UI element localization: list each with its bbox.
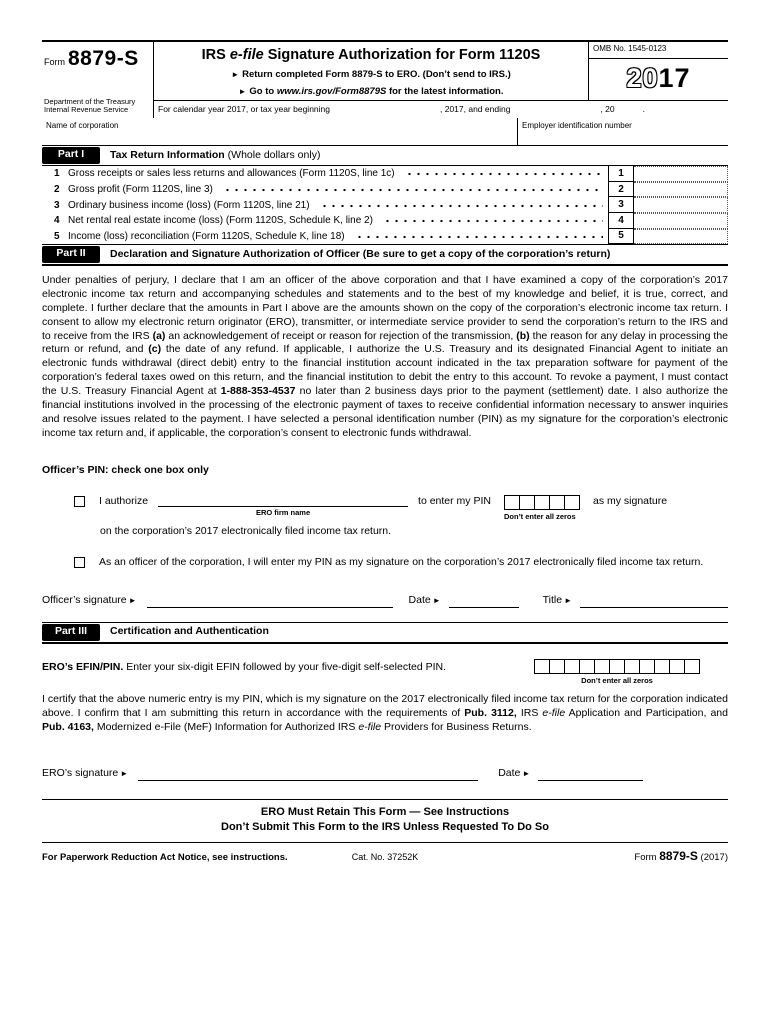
line-number: 4 bbox=[54, 215, 60, 227]
part1-label: Part I bbox=[42, 147, 100, 164]
officer-title-label: Title ► bbox=[542, 593, 572, 606]
tax-year-ending-year-field[interactable] bbox=[615, 103, 645, 115]
enter-pin-label: to enter my PIN bbox=[418, 495, 491, 508]
authorize-pin-checkbox[interactable] bbox=[74, 496, 85, 507]
ero-firm-name-field[interactable] bbox=[158, 495, 408, 507]
form-number: 8879-S bbox=[68, 47, 139, 70]
form-id-block bbox=[42, 42, 154, 118]
pin-digit-box[interactable] bbox=[534, 495, 550, 510]
arrow-icon: ► bbox=[231, 70, 240, 80]
calendar-text-period: . bbox=[642, 104, 645, 115]
omb-number: OMB No. 1545-0123 bbox=[589, 42, 728, 59]
footer-form-number: 8879-S bbox=[659, 848, 698, 863]
ein-field[interactable] bbox=[518, 118, 728, 145]
pin-digit-box[interactable] bbox=[639, 659, 655, 674]
no-zeros-caption: Don’t enter all zeros bbox=[581, 675, 653, 685]
line-number-box: 3 bbox=[608, 197, 634, 213]
ero-signature-label: ERO’s signature ► bbox=[42, 767, 129, 780]
line-number-box: 1 bbox=[608, 166, 634, 182]
authorize-line2: on the corporation’s 2017 electronically filed income tax return. bbox=[100, 525, 392, 538]
officer-date-field[interactable] bbox=[449, 596, 519, 608]
pin-digit-box[interactable] bbox=[549, 659, 565, 674]
arrow-icon: ► bbox=[238, 86, 247, 96]
part1-line-2 bbox=[42, 182, 728, 198]
efin-pin-group bbox=[534, 659, 700, 686]
line-label: Gross profit (Form 1120S, line 3) bbox=[68, 184, 213, 196]
self-enter-option-row bbox=[74, 556, 728, 570]
line-label: Income (loss) reconciliation (Form 1120S, Schedule K, line 18) bbox=[68, 230, 345, 242]
dot-leader bbox=[318, 197, 603, 213]
part3-header bbox=[42, 622, 728, 644]
arrow-icon: ► bbox=[564, 595, 572, 605]
name-ein-row bbox=[42, 118, 728, 145]
amount-entry-line-3[interactable] bbox=[634, 197, 728, 213]
dot-leader bbox=[221, 182, 603, 198]
bullet2-text: Go to www.irs.gov/Form8879S for the latest information. bbox=[249, 85, 504, 97]
ero-firm-name-group bbox=[158, 495, 408, 518]
go-to-url-line bbox=[160, 86, 582, 99]
pin-digit-box[interactable] bbox=[669, 659, 685, 674]
corporation-name-field[interactable] bbox=[42, 118, 518, 145]
amount-entry-line-1[interactable] bbox=[634, 166, 728, 182]
part3-label: Part III bbox=[42, 624, 100, 641]
page-title: IRS e-file Signature Authorization for Form 1120S bbox=[201, 47, 541, 63]
part1-line-3 bbox=[42, 197, 728, 213]
no-zeros-caption: Don’t enter all zeros bbox=[503, 512, 576, 522]
department-block bbox=[44, 98, 149, 117]
line-number: 2 bbox=[54, 184, 60, 196]
catalog-number: Cat. No. 37252K bbox=[351, 851, 419, 862]
paperwork-notice: For Paperwork Reduction Act Notice, see instructions. bbox=[42, 851, 288, 863]
arrow-icon: ► bbox=[522, 769, 531, 779]
bullet1-text: Return completed Form 8879-S to ERO. (Don’t send to IRS.) bbox=[242, 69, 511, 81]
officer-pin-group bbox=[504, 495, 580, 522]
line-number: 3 bbox=[54, 199, 60, 211]
pin-digit-box[interactable] bbox=[564, 495, 580, 510]
footer-year: (2017) bbox=[700, 851, 729, 863]
pin-digit-box[interactable] bbox=[579, 659, 595, 674]
retain-line-2: Don’t Submit This Form to the IRS Unless Requested To Do So bbox=[221, 821, 549, 834]
officer-signature-label: Officer’s signature ► bbox=[42, 593, 137, 606]
as-signature-label: as my signature bbox=[592, 495, 668, 508]
efin-pin-boxes bbox=[534, 659, 700, 674]
pin-digit-box[interactable] bbox=[549, 495, 565, 510]
certification-paragraph: I certify that the above numeric entry is my PIN, which is my signature on the 2017 electronically filed income tax return for the corporation indicated above. I confirm that I am submitting this return in accordance with the requirements of Pub. 3112, IRS e-file Application and Participation, and Pub. 4163, Modernized e-File (MeF) Information for Authorized IRS e-file Providers for Business Returns. bbox=[42, 693, 728, 734]
arrow-icon: ► bbox=[128, 595, 137, 605]
self-enter-pin-checkbox[interactable] bbox=[74, 557, 85, 568]
declaration-paragraph: Under penalties of perjury, I declare that I am an officer of the above corporation and that I have examined a copy of the corporation’s 2017 electronic income tax return and accompanying schedules and statements and to the best of my knowledge and belief, it is true, correct, and complete. I further declare that the amounts in Part I above are the amounts shown on the copy of the corporation’s electronic income tax return. I consent to allow my electronic return originator (ERO), transmitter, or intermediate service provider to send the corporation’s return to the IRS and to receive from the IRS (a) an acknowledgement of receipt or reason for rejection of the transmission, (b) the reason for any delay in processing the return or refund, and (c) the date of any refund. If applicable, I authorize the U.S. Treasury and its designated Financial Agent to initiate an electronic funds withdrawal (direct debit) entry to the financial institution account indicated in the tax preparation software for payment of the corporation’s federal taxes owed on this return, and the financial institution to debit the entry to this account. To revoke a payment, I must contact the U.S. Treasury Financial Agent at 1-888-353-4537 no later than 2 business days prior to the payment (settlement) date. I also authorize the financial institutions involved in the processing of the electronic payment of taxes to receive confidential information necessary to answer inquiries and resolve issues related to the payment. I have selected a personal identification number (PIN) as my signature for the corporation’s electronic income tax return and, if applicable, the corporation’s consent to electronic funds withdrawal. bbox=[42, 274, 728, 439]
tax-year bbox=[589, 59, 728, 97]
ein-label: Employer identification number bbox=[522, 121, 632, 131]
arrow-icon: ► bbox=[120, 769, 129, 779]
retain-line-1: ERO Must Retain This Form — See Instructions bbox=[260, 805, 510, 818]
year-outline: 20 bbox=[626, 62, 659, 93]
part1-line-4 bbox=[42, 213, 728, 229]
pin-digit-box[interactable] bbox=[624, 659, 640, 674]
pin-digit-box[interactable] bbox=[564, 659, 580, 674]
calendar-text-end: , 20 bbox=[600, 104, 615, 115]
pin-digit-box[interactable] bbox=[519, 495, 535, 510]
ero-signature-row bbox=[42, 767, 728, 781]
header-main bbox=[154, 42, 728, 118]
form-word-label: Form bbox=[44, 57, 65, 67]
tax-year-beginning-field[interactable] bbox=[330, 103, 440, 112]
pin-digit-box[interactable] bbox=[609, 659, 625, 674]
officer-title-field[interactable] bbox=[580, 596, 728, 608]
pin-digit-box[interactable] bbox=[504, 495, 520, 510]
officer-signature-field[interactable] bbox=[147, 596, 393, 608]
part1-line-5 bbox=[42, 229, 728, 245]
part2-title: Declaration and Signature Authorization of Officer (Be sure to get a copy of the corporation’s return) bbox=[110, 247, 611, 260]
amount-entry-line-2[interactable] bbox=[634, 182, 728, 198]
ero-date-field[interactable] bbox=[538, 769, 643, 781]
ero-signature-field[interactable] bbox=[138, 769, 478, 781]
dot-leader bbox=[381, 213, 603, 229]
part1-line-1 bbox=[42, 166, 728, 182]
part1-rows bbox=[42, 166, 728, 244]
line-number: 5 bbox=[54, 230, 60, 242]
calendar-year-line bbox=[154, 100, 728, 118]
pin-digit-box[interactable] bbox=[684, 659, 700, 674]
calendar-text-mid: , 2017, and ending bbox=[440, 104, 511, 115]
year-solid: 17 bbox=[658, 62, 691, 93]
tax-year-ending-field[interactable] bbox=[510, 103, 600, 112]
dot-leader bbox=[403, 166, 603, 182]
pin-digit-box[interactable] bbox=[594, 659, 610, 674]
amount-entry-line-4[interactable] bbox=[634, 213, 728, 229]
authorize-label: I authorize bbox=[99, 495, 149, 508]
form-header bbox=[42, 40, 728, 118]
pin-digit-box[interactable] bbox=[534, 659, 550, 674]
officer-date-label: Date ► bbox=[408, 593, 441, 606]
line-label: Gross receipts or sales less returns and allowances (Form 1120S, line 1c) bbox=[68, 168, 395, 180]
divider bbox=[42, 842, 728, 843]
footer-form-id bbox=[418, 849, 728, 865]
dot-leader bbox=[353, 229, 603, 245]
officer-pin-boxes bbox=[504, 495, 580, 510]
self-enter-option-text: As an officer of the corporation, I will enter my PIN as my signature on the corporation’s 2017 electronically filed income tax return. bbox=[99, 556, 704, 569]
return-to-ero-line bbox=[160, 69, 582, 82]
officer-pin-heading: Officer’s PIN: check one box only bbox=[42, 464, 209, 477]
part1-header bbox=[42, 145, 728, 166]
part3-title: Certification and Authentication bbox=[110, 625, 269, 638]
arrow-icon: ► bbox=[432, 595, 441, 605]
footer-row bbox=[42, 849, 728, 865]
amount-entry-line-5[interactable] bbox=[634, 229, 728, 245]
footer-form-word: Form bbox=[634, 851, 657, 863]
line-label: Net rental real estate income (loss) (Form 1120S, Schedule K, line 2) bbox=[68, 215, 373, 227]
retain-instructions bbox=[42, 800, 728, 842]
title-area bbox=[154, 42, 588, 100]
officer-signature-row bbox=[42, 594, 728, 608]
ero-firm-name-caption: ERO firm name bbox=[255, 508, 311, 518]
part2-label: Part II bbox=[42, 246, 100, 263]
corporation-name-label: Name of corporation bbox=[46, 121, 119, 131]
line-label: Ordinary business income (loss) (Form 1120S, line 21) bbox=[68, 199, 310, 211]
dept-line-2: Internal Revenue Service bbox=[44, 105, 129, 115]
ero-date-label: Date ► bbox=[498, 767, 531, 780]
efin-instruction: ERO’s EFIN/PIN. Enter your six-digit EFIN followed by your five-digit self-selected PIN. bbox=[42, 660, 447, 673]
efin-row bbox=[42, 659, 728, 686]
authorize-option-row bbox=[74, 495, 728, 522]
calendar-text-pre: For calendar year 2017, or tax year beginning bbox=[158, 104, 330, 115]
line-number-box: 2 bbox=[608, 182, 634, 198]
line-number-box: 5 bbox=[608, 229, 634, 245]
part1-title: Tax Return Information (Whole dollars only) bbox=[110, 148, 321, 161]
line-number: 1 bbox=[54, 168, 60, 180]
dept-line-1: Department of the Treasury bbox=[44, 96, 136, 106]
pin-digit-box[interactable] bbox=[654, 659, 670, 674]
line-number-box: 4 bbox=[608, 213, 634, 229]
part2-header bbox=[42, 244, 728, 266]
omb-year-block bbox=[588, 42, 728, 100]
